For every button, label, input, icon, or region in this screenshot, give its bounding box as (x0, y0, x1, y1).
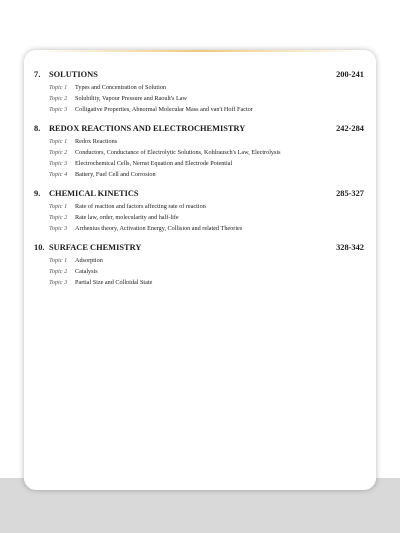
table-of-contents (34, 69, 364, 296)
chapter-title: CHEMICAL KINETICS (49, 189, 139, 198)
topic-row[interactable] (34, 212, 364, 223)
chapter-heading (34, 69, 364, 80)
topic-title: Rate law, order, molecularity and half-life (75, 214, 179, 221)
topic-label: Topic 3 (49, 225, 68, 232)
topic-row[interactable] (34, 255, 364, 266)
chapter-number: 8. (34, 124, 41, 133)
chapter-9[interactable] (34, 188, 364, 234)
topic-row[interactable] (34, 201, 364, 212)
topic-label: Topic 3 (49, 279, 68, 286)
topic-title: Partial Size and Colloidal State (75, 279, 153, 286)
chapter-10[interactable] (34, 242, 364, 288)
chapter-pages: 285-327 (336, 189, 364, 198)
topic-row[interactable] (34, 158, 364, 169)
chapter-heading (34, 123, 364, 134)
topic-row[interactable] (34, 169, 364, 180)
chapter-title: SURFACE CHEMISTRY (49, 243, 142, 252)
topic-title: Solubility, Vapour Pressure and Raoult's Law (75, 95, 187, 102)
chapter-number: 10. (34, 243, 45, 252)
chapter-number: 9. (34, 189, 41, 198)
topic-row[interactable] (34, 104, 364, 115)
topic-row[interactable] (34, 266, 364, 277)
topic-label: Topic 1 (49, 257, 68, 264)
topic-label: Topic 1 (49, 203, 68, 210)
topic-label: Topic 4 (49, 171, 68, 178)
topic-label: Topic 3 (49, 160, 68, 167)
topic-title: Electrochemical Cells, Nernst Equation and Electrode Potential (75, 160, 233, 167)
chapter-pages: 328-342 (336, 243, 364, 252)
chapter-7[interactable] (34, 69, 364, 115)
chapter-heading (34, 188, 364, 199)
chapter-title: REDOX REACTIONS AND ELECTROCHEMISTRY (49, 124, 246, 133)
chapter-8[interactable] (34, 123, 364, 180)
chapter-title: SOLUTIONS (49, 70, 98, 79)
topic-label: Topic 2 (49, 268, 68, 275)
topic-title: Arrhenius theory, Activation Energy, Collision and related Theories (75, 225, 243, 232)
chapter-number: 7. (34, 70, 41, 79)
chapter-pages: 200-241 (336, 70, 364, 79)
topic-label: Topic 2 (49, 149, 68, 156)
topic-title: Battery, Fuel Cell and Corrosion (75, 171, 156, 178)
topic-title: Catalysis (75, 268, 98, 275)
topic-label: Topic 2 (49, 214, 68, 221)
topic-title: Colligative Properties, Abnormal Molecular Mass and van't Hoff Factor (75, 106, 253, 113)
chapter-heading (34, 242, 364, 253)
topic-label: Topic 1 (49, 84, 68, 91)
topic-label: Topic 1 (49, 138, 68, 145)
card-accent-line (36, 50, 364, 52)
topic-row[interactable] (34, 223, 364, 234)
topic-title: Adsorption (75, 257, 103, 264)
topic-label: Topic 3 (49, 106, 68, 113)
topic-label: Topic 2 (49, 95, 68, 102)
topic-row[interactable] (34, 147, 364, 158)
topic-title: Rate of reaction and factors affecting rate of reaction (75, 203, 206, 210)
chapter-pages: 242-284 (336, 124, 364, 133)
topic-row[interactable] (34, 93, 364, 104)
topic-title: Redox Reactions (75, 138, 118, 145)
topic-title: Types and Concentration of Solution (75, 84, 166, 91)
topic-row[interactable] (34, 82, 364, 93)
topic-title: Conductors, Conductance of Electrolytic Solutions, Kohlrausch's Law, Electrolysis (75, 149, 281, 156)
topic-row[interactable] (34, 136, 364, 147)
topic-row[interactable] (34, 277, 364, 288)
